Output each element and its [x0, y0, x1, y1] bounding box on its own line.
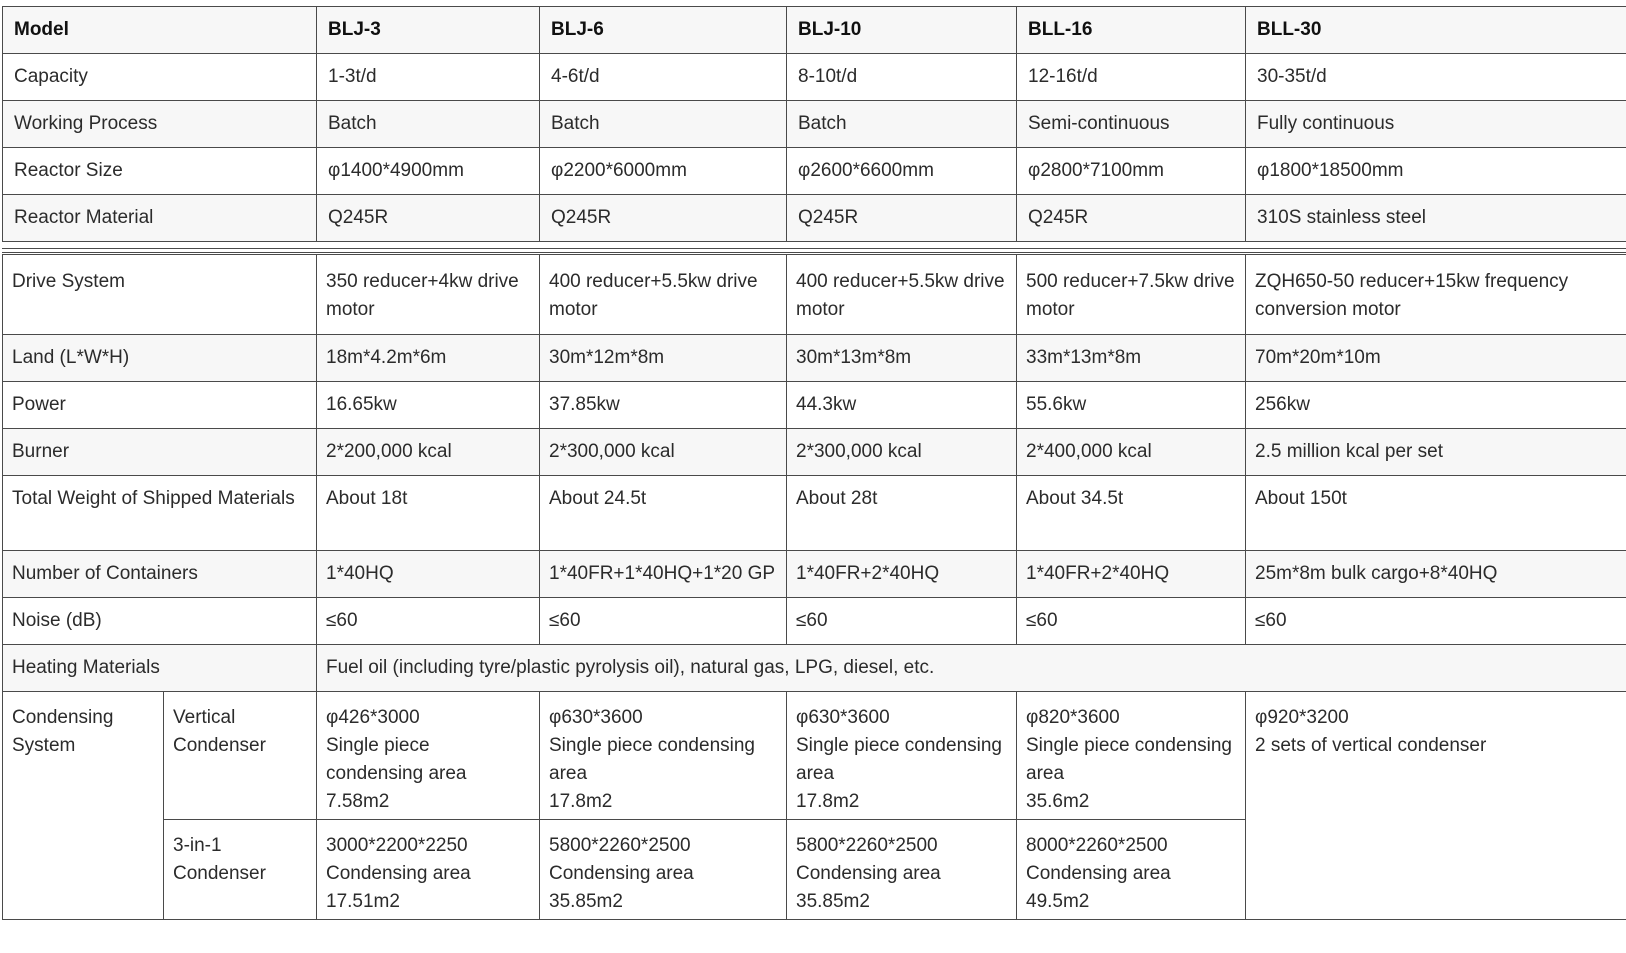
table-row	[3, 255, 1626, 335]
table-cell: 2*300,000 kcal	[787, 429, 1017, 476]
table-cell: About 28t	[787, 476, 1017, 551]
table-cell: 2*400,000 kcal	[1017, 429, 1246, 476]
table-cell: 25m*8m bulk cargo+8*40HQ	[1246, 551, 1626, 598]
table-cell: 12-16t/d	[1017, 54, 1246, 101]
table-row	[3, 148, 1626, 195]
table-cell	[1246, 692, 1626, 920]
cell-line: Condensing area	[796, 863, 941, 884]
table-cell: ≤60	[1017, 598, 1246, 645]
cell-line: 2 sets of vertical condenser	[1255, 735, 1487, 756]
table-row	[3, 645, 1626, 692]
cell-line: 3000*2200*2250	[326, 835, 468, 856]
cell-line: 5800*2260*2500	[796, 835, 938, 856]
table-divider	[2, 248, 1626, 253]
table-cell: 44.3kw	[787, 382, 1017, 429]
table-cell: 18m*4.2m*6m	[317, 335, 540, 382]
table-cell: Q245R	[787, 195, 1017, 242]
table-cell: φ2800*7100mm	[1017, 148, 1246, 195]
cell-line: Condensing area	[1026, 863, 1171, 884]
table-cell: 8-10t/d	[787, 54, 1017, 101]
table-cell: Batch	[787, 101, 1017, 148]
table-cell: 500 reducer+7.5kw drive motor	[1017, 255, 1246, 335]
cell-line: Single piece condensing area	[549, 735, 755, 784]
row-label: Working Process	[3, 101, 317, 148]
cell-line: 35.6m2	[1026, 791, 1090, 812]
cell-line: 7.58m2	[326, 791, 390, 812]
table-cell: 30m*13m*8m	[787, 335, 1017, 382]
table-cell: 256kw	[1246, 382, 1626, 429]
cell-line: 17.8m2	[549, 791, 613, 812]
cell-line: 5800*2260*2500	[549, 835, 691, 856]
cell-line: 17.8m2	[796, 791, 860, 812]
cell-line: Single piece condensing area	[1026, 735, 1232, 784]
table-cell: 55.6kw	[1017, 382, 1246, 429]
table-row	[3, 101, 1626, 148]
table-cell: Batch	[540, 101, 787, 148]
table-cell: 1*40FR+2*40HQ	[1017, 551, 1246, 598]
table-row	[3, 54, 1626, 101]
header-cell: BLJ-6	[540, 7, 787, 54]
table-row	[3, 382, 1626, 429]
table-cell: ≤60	[787, 598, 1017, 645]
table-cell: 310S stainless steel	[1246, 195, 1626, 242]
table-cell	[540, 692, 787, 820]
table-cell: 30-35t/d	[1246, 54, 1626, 101]
table-cell: 70m*20m*10m	[1246, 335, 1626, 382]
table-row	[3, 335, 1626, 382]
table-cell: φ1800*18500mm	[1246, 148, 1626, 195]
table-cell: φ1400*4900mm	[317, 148, 540, 195]
table-cell	[787, 692, 1017, 820]
table-cell: 400 reducer+5.5kw drive motor	[540, 255, 787, 335]
table-cell: φ2200*6000mm	[540, 148, 787, 195]
row-label: Reactor Size	[3, 148, 317, 195]
table-row	[3, 551, 1626, 598]
sub-row-label: 3-in-1 Condenser	[164, 820, 317, 920]
table-cell: ≤60	[317, 598, 540, 645]
table-cell: Semi-continuous	[1017, 101, 1246, 148]
table-cell: 37.85kw	[540, 382, 787, 429]
table-cell: 16.65kw	[317, 382, 540, 429]
table-cell: 2*200,000 kcal	[317, 429, 540, 476]
row-label: Condensing System	[3, 692, 164, 920]
row-label: Power	[3, 382, 317, 429]
table-cell: Fully continuous	[1246, 101, 1626, 148]
cell-line: Condensing area	[549, 863, 694, 884]
header-cell: BLL-30	[1246, 7, 1626, 54]
cell-line: 35.85m2	[549, 891, 623, 912]
table-row	[3, 476, 1626, 551]
table-cell: 350 reducer+4kw drive motor	[317, 255, 540, 335]
table-cell: 2*300,000 kcal	[540, 429, 787, 476]
table-cell: Q245R	[1017, 195, 1246, 242]
table-cell: Q245R	[317, 195, 540, 242]
table-cell: 4-6t/d	[540, 54, 787, 101]
table-cell	[317, 820, 540, 920]
table-cell: 33m*13m*8m	[1017, 335, 1246, 382]
table-cell: Q245R	[540, 195, 787, 242]
table-header-row	[3, 7, 1626, 54]
table-cell: 1*40HQ	[317, 551, 540, 598]
table-cell: About 34.5t	[1017, 476, 1246, 551]
table-cell: 2.5 million kcal per set	[1246, 429, 1626, 476]
cell-line: φ630*3600	[796, 707, 890, 728]
cell-line: Single piece condensing area	[326, 735, 467, 784]
cell-line: φ820*3600	[1026, 707, 1120, 728]
cell-line: Single piece condensing area	[796, 735, 1002, 784]
table-cell: 1*40FR+2*40HQ	[787, 551, 1017, 598]
cell-line: 35.85m2	[796, 891, 870, 912]
row-label: Reactor Material	[3, 195, 317, 242]
cell-line: φ426*3000	[326, 707, 420, 728]
cell-line: φ920*3200	[1255, 707, 1349, 728]
row-label: Land (L*W*H)	[3, 335, 317, 382]
row-label: Capacity	[3, 54, 317, 101]
row-label: Noise (dB)	[3, 598, 317, 645]
table-cell: 1-3t/d	[317, 54, 540, 101]
cell-line: 8000*2260*2500	[1026, 835, 1168, 856]
table-cell: ≤60	[1246, 598, 1626, 645]
table-cell: 30m*12m*8m	[540, 335, 787, 382]
table-cell	[317, 692, 540, 820]
spec-table-bottom	[2, 254, 1626, 920]
table-cell: About 24.5t	[540, 476, 787, 551]
cell-line: φ630*3600	[549, 707, 643, 728]
table-cell	[1017, 692, 1246, 820]
table-cell: About 150t	[1246, 476, 1626, 551]
table-cell	[540, 820, 787, 920]
row-label: Total Weight of Shipped Materials	[3, 476, 317, 551]
cell-line: 49.5m2	[1026, 891, 1090, 912]
table-cell: 400 reducer+5.5kw drive motor	[787, 255, 1017, 335]
row-label: Burner	[3, 429, 317, 476]
table-row	[3, 195, 1626, 242]
table-row	[3, 429, 1626, 476]
row-label: Drive System	[3, 255, 317, 335]
table-cell: ≤60	[540, 598, 787, 645]
table-row	[3, 598, 1626, 645]
spec-table-top	[2, 6, 1626, 242]
table-cell: Batch	[317, 101, 540, 148]
table-cell: ZQH650-50 reducer+15kw frequency conversion motor	[1246, 255, 1626, 335]
row-label: Number of Containers	[3, 551, 317, 598]
table-cell	[1017, 820, 1246, 920]
cell-line: Condensing area	[326, 863, 471, 884]
cell-line: 17.51m2	[326, 891, 400, 912]
header-cell: BLJ-3	[317, 7, 540, 54]
table-cell	[787, 820, 1017, 920]
header-cell: Model	[3, 7, 317, 54]
header-cell: BLJ-10	[787, 7, 1017, 54]
header-cell: BLL-16	[1017, 7, 1246, 54]
sub-row-label: Vertical Condenser	[164, 692, 317, 820]
table-cell: φ2600*6600mm	[787, 148, 1017, 195]
table-cell: 1*40FR+1*40HQ+1*20 GP	[540, 551, 787, 598]
heating-materials-value: Fuel oil (including tyre/plastic pyrolysis oil), natural gas, LPG, diesel, etc.	[317, 645, 1626, 692]
table-cell: About 18t	[317, 476, 540, 551]
row-label: Heating Materials	[3, 645, 317, 692]
table-row	[3, 692, 1626, 820]
